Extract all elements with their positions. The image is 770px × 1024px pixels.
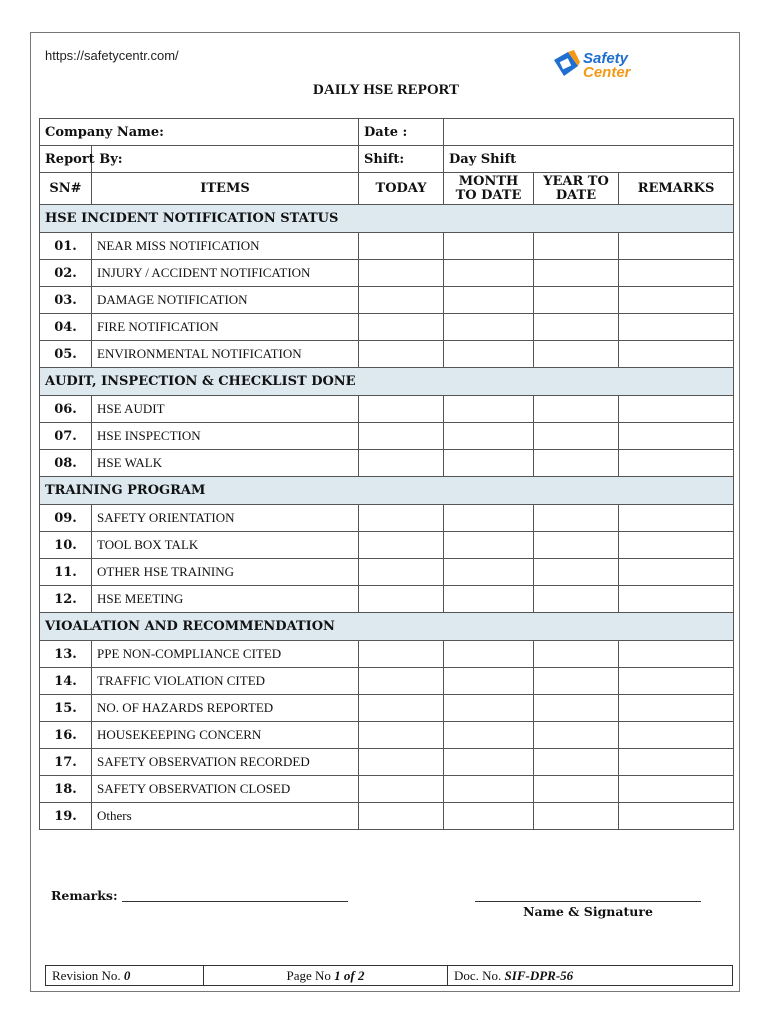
today-cell[interactable]	[359, 749, 444, 776]
col-header-items: ITEMS	[92, 173, 359, 205]
row-item: DAMAGE NOTIFICATION	[92, 287, 359, 314]
today-cell[interactable]	[359, 450, 444, 477]
signature-line[interactable]	[475, 901, 701, 902]
table-row	[40, 341, 734, 368]
remarks-cell[interactable]	[619, 559, 734, 586]
row-item: HSE AUDIT	[92, 396, 359, 423]
source-url[interactable]: https://safetycentr.com/	[45, 48, 179, 63]
month-to-date-cell[interactable]	[444, 722, 534, 749]
year-to-date-cell[interactable]	[534, 505, 619, 532]
table-row	[40, 314, 734, 341]
month-to-date-cell[interactable]	[444, 641, 534, 668]
row-item: ENVIRONMENTAL NOTIFICATION	[92, 341, 359, 368]
row-item: NO. OF HAZARDS REPORTED	[92, 695, 359, 722]
today-cell[interactable]	[359, 423, 444, 450]
month-to-date-cell[interactable]	[444, 559, 534, 586]
table-row	[40, 260, 734, 287]
company-name-field[interactable]	[40, 119, 359, 146]
logo-diamond-icon	[550, 48, 582, 82]
month-to-date-cell[interactable]	[444, 695, 534, 722]
row-sn: 12.	[40, 586, 92, 613]
row-item: NEAR MISS NOTIFICATION	[92, 233, 359, 260]
company-name-label: Company Name:	[45, 124, 164, 140]
revision-label: Revision No.	[52, 967, 121, 983]
today-cell[interactable]	[359, 396, 444, 423]
row-sn: 14.	[40, 668, 92, 695]
today-cell[interactable]	[359, 695, 444, 722]
year-to-date-cell[interactable]	[534, 695, 619, 722]
remarks-cell[interactable]	[619, 260, 734, 287]
report-by-label: Report By:	[40, 146, 92, 173]
row-sn: 17.	[40, 749, 92, 776]
year-to-date-cell[interactable]	[534, 341, 619, 368]
col-header-today: TODAY	[359, 173, 444, 205]
today-cell[interactable]	[359, 776, 444, 803]
footer-table	[45, 965, 733, 986]
row-item: PPE NON-COMPLIANCE CITED	[92, 641, 359, 668]
section-title: HSE INCIDENT NOTIFICATION STATUS	[40, 205, 734, 233]
year-to-date-cell[interactable]	[534, 314, 619, 341]
row-sn: 19.	[40, 803, 92, 830]
today-cell[interactable]	[359, 314, 444, 341]
remarks-cell[interactable]	[619, 396, 734, 423]
date-label: Date :	[359, 119, 444, 146]
year-to-date-cell[interactable]	[534, 586, 619, 613]
shift-field[interactable]: Day Shift	[444, 146, 734, 173]
remarks-label: Remarks:	[51, 888, 118, 903]
remarks-cell[interactable]	[619, 450, 734, 477]
month-to-date-cell[interactable]	[444, 532, 534, 559]
year-to-date-cell[interactable]	[534, 423, 619, 450]
page-value: 1 of 2	[334, 967, 365, 983]
month-to-date-cell[interactable]	[444, 803, 534, 830]
section-row	[40, 205, 734, 233]
month-to-date-cell[interactable]	[444, 314, 534, 341]
remarks-field[interactable]	[51, 888, 348, 903]
col-header-remarks: REMARKS	[619, 173, 734, 205]
row-sn: 09.	[40, 505, 92, 532]
today-cell[interactable]	[359, 722, 444, 749]
remarks-cell[interactable]	[619, 722, 734, 749]
row-sn: 06.	[40, 396, 92, 423]
year-to-date-cell[interactable]	[534, 668, 619, 695]
today-cell[interactable]	[359, 532, 444, 559]
row-sn: 16.	[40, 722, 92, 749]
report-by-field[interactable]	[92, 146, 359, 173]
today-cell[interactable]	[359, 505, 444, 532]
section-row	[40, 477, 734, 505]
month-to-date-cell[interactable]	[444, 450, 534, 477]
year-to-date-cell[interactable]	[534, 396, 619, 423]
col-header-year-to-date: YEAR TO DATE	[534, 173, 619, 205]
row-sn: 18.	[40, 776, 92, 803]
month-to-date-cell[interactable]	[444, 505, 534, 532]
revision-cell	[46, 966, 204, 986]
section-title: AUDIT, INSPECTION & CHECKLIST DONE	[40, 368, 734, 396]
month-to-date-cell[interactable]	[444, 396, 534, 423]
logo-word-center: Center	[583, 64, 631, 81]
doc-cell	[448, 966, 733, 986]
table-row	[40, 668, 734, 695]
row-item: INJURY / ACCIDENT NOTIFICATION	[92, 260, 359, 287]
shift-label: Shift:	[359, 146, 444, 173]
hse-report-table	[39, 118, 734, 830]
table-row	[40, 641, 734, 668]
doc-value: SIF-DPR-56	[504, 967, 574, 983]
month-to-date-cell[interactable]	[444, 260, 534, 287]
row-item: OTHER HSE TRAINING	[92, 559, 359, 586]
today-cell[interactable]	[359, 586, 444, 613]
table-row	[40, 532, 734, 559]
today-cell[interactable]	[359, 803, 444, 830]
table-row	[40, 423, 734, 450]
year-to-date-cell[interactable]	[534, 776, 619, 803]
year-to-date-cell[interactable]	[534, 803, 619, 830]
table-row	[40, 776, 734, 803]
row-item: Others	[92, 803, 359, 830]
today-cell[interactable]	[359, 341, 444, 368]
year-to-date-cell[interactable]	[534, 749, 619, 776]
year-to-date-cell[interactable]	[534, 722, 619, 749]
remarks-cell[interactable]	[619, 668, 734, 695]
table-row	[40, 450, 734, 477]
col-header-sn: SN#	[40, 173, 92, 205]
row-item: SAFETY OBSERVATION CLOSED	[92, 776, 359, 803]
today-cell[interactable]	[359, 287, 444, 314]
page-cell	[204, 966, 448, 986]
page-label: Page No	[286, 967, 331, 983]
row-item: TOOL BOX TALK	[92, 532, 359, 559]
remarks-cell[interactable]	[619, 641, 734, 668]
year-to-date-cell[interactable]	[534, 532, 619, 559]
row-item: HSE MEETING	[92, 586, 359, 613]
table-row	[40, 695, 734, 722]
table-row	[40, 287, 734, 314]
today-cell[interactable]	[359, 260, 444, 287]
table-row	[40, 396, 734, 423]
month-to-date-cell[interactable]	[444, 233, 534, 260]
report-page	[30, 32, 740, 992]
remarks-cell[interactable]	[619, 341, 734, 368]
row-item: HOUSEKEEPING CONCERN	[92, 722, 359, 749]
table-row	[40, 233, 734, 260]
row-sn: 01.	[40, 233, 92, 260]
year-to-date-cell[interactable]	[534, 260, 619, 287]
remarks-cell[interactable]	[619, 695, 734, 722]
remarks-cell[interactable]	[619, 776, 734, 803]
remarks-cell[interactable]	[619, 803, 734, 830]
today-cell[interactable]	[359, 668, 444, 695]
table-row	[40, 749, 734, 776]
month-to-date-cell[interactable]	[444, 749, 534, 776]
row-sn: 10.	[40, 532, 92, 559]
row-item: HSE WALK	[92, 450, 359, 477]
month-to-date-cell[interactable]	[444, 423, 534, 450]
month-to-date-cell[interactable]	[444, 586, 534, 613]
section-row	[40, 613, 734, 641]
table-row	[40, 803, 734, 830]
row-sn: 15.	[40, 695, 92, 722]
remarks-cell[interactable]	[619, 532, 734, 559]
year-to-date-cell[interactable]	[534, 287, 619, 314]
row-sn: 04.	[40, 314, 92, 341]
col-header-month-to-date: MONTH TO DATE	[444, 173, 534, 205]
revision-value: 0	[123, 967, 131, 983]
section-row	[40, 368, 734, 396]
remarks-cell[interactable]	[619, 586, 734, 613]
table-row	[40, 505, 734, 532]
row-sn: 13.	[40, 641, 92, 668]
logo-word-safety: Safety	[583, 50, 629, 67]
row-item: FIRE NOTIFICATION	[92, 314, 359, 341]
today-cell[interactable]	[359, 233, 444, 260]
row-item: SAFETY OBSERVATION RECORDED	[92, 749, 359, 776]
remarks-cell[interactable]	[619, 287, 734, 314]
year-to-date-cell[interactable]	[534, 641, 619, 668]
table-row	[40, 559, 734, 586]
remarks-cell[interactable]	[619, 505, 734, 532]
remarks-cell[interactable]	[619, 314, 734, 341]
row-sn: 03.	[40, 287, 92, 314]
section-title: TRAINING PROGRAM	[40, 477, 734, 505]
today-cell[interactable]	[359, 641, 444, 668]
date-field[interactable]	[444, 119, 734, 146]
year-to-date-cell[interactable]	[534, 559, 619, 586]
row-item: SAFETY ORIENTATION	[92, 505, 359, 532]
table-row	[40, 722, 734, 749]
section-title: VIOALATION AND RECOMMENDATION	[40, 613, 734, 641]
remarks-line	[122, 901, 348, 902]
row-sn: 07.	[40, 423, 92, 450]
month-to-date-cell[interactable]	[444, 776, 534, 803]
table-row	[40, 586, 734, 613]
month-to-date-cell[interactable]	[444, 287, 534, 314]
row-sn: 02.	[40, 260, 92, 287]
row-item: HSE INSPECTION	[92, 423, 359, 450]
signature-label: Name & Signature	[523, 904, 653, 919]
month-to-date-cell[interactable]	[444, 341, 534, 368]
month-to-date-cell[interactable]	[444, 668, 534, 695]
remarks-cell[interactable]	[619, 423, 734, 450]
remarks-cell[interactable]	[619, 749, 734, 776]
row-sn: 11.	[40, 559, 92, 586]
page-title: DAILY HSE REPORT	[313, 82, 459, 98]
year-to-date-cell[interactable]	[534, 233, 619, 260]
today-cell[interactable]	[359, 559, 444, 586]
row-sn: 08.	[40, 450, 92, 477]
remarks-cell[interactable]	[619, 233, 734, 260]
doc-label: Doc. No.	[454, 967, 502, 983]
year-to-date-cell[interactable]	[534, 450, 619, 477]
row-sn: 05.	[40, 341, 92, 368]
row-item: TRAFFIC VIOLATION CITED	[92, 668, 359, 695]
